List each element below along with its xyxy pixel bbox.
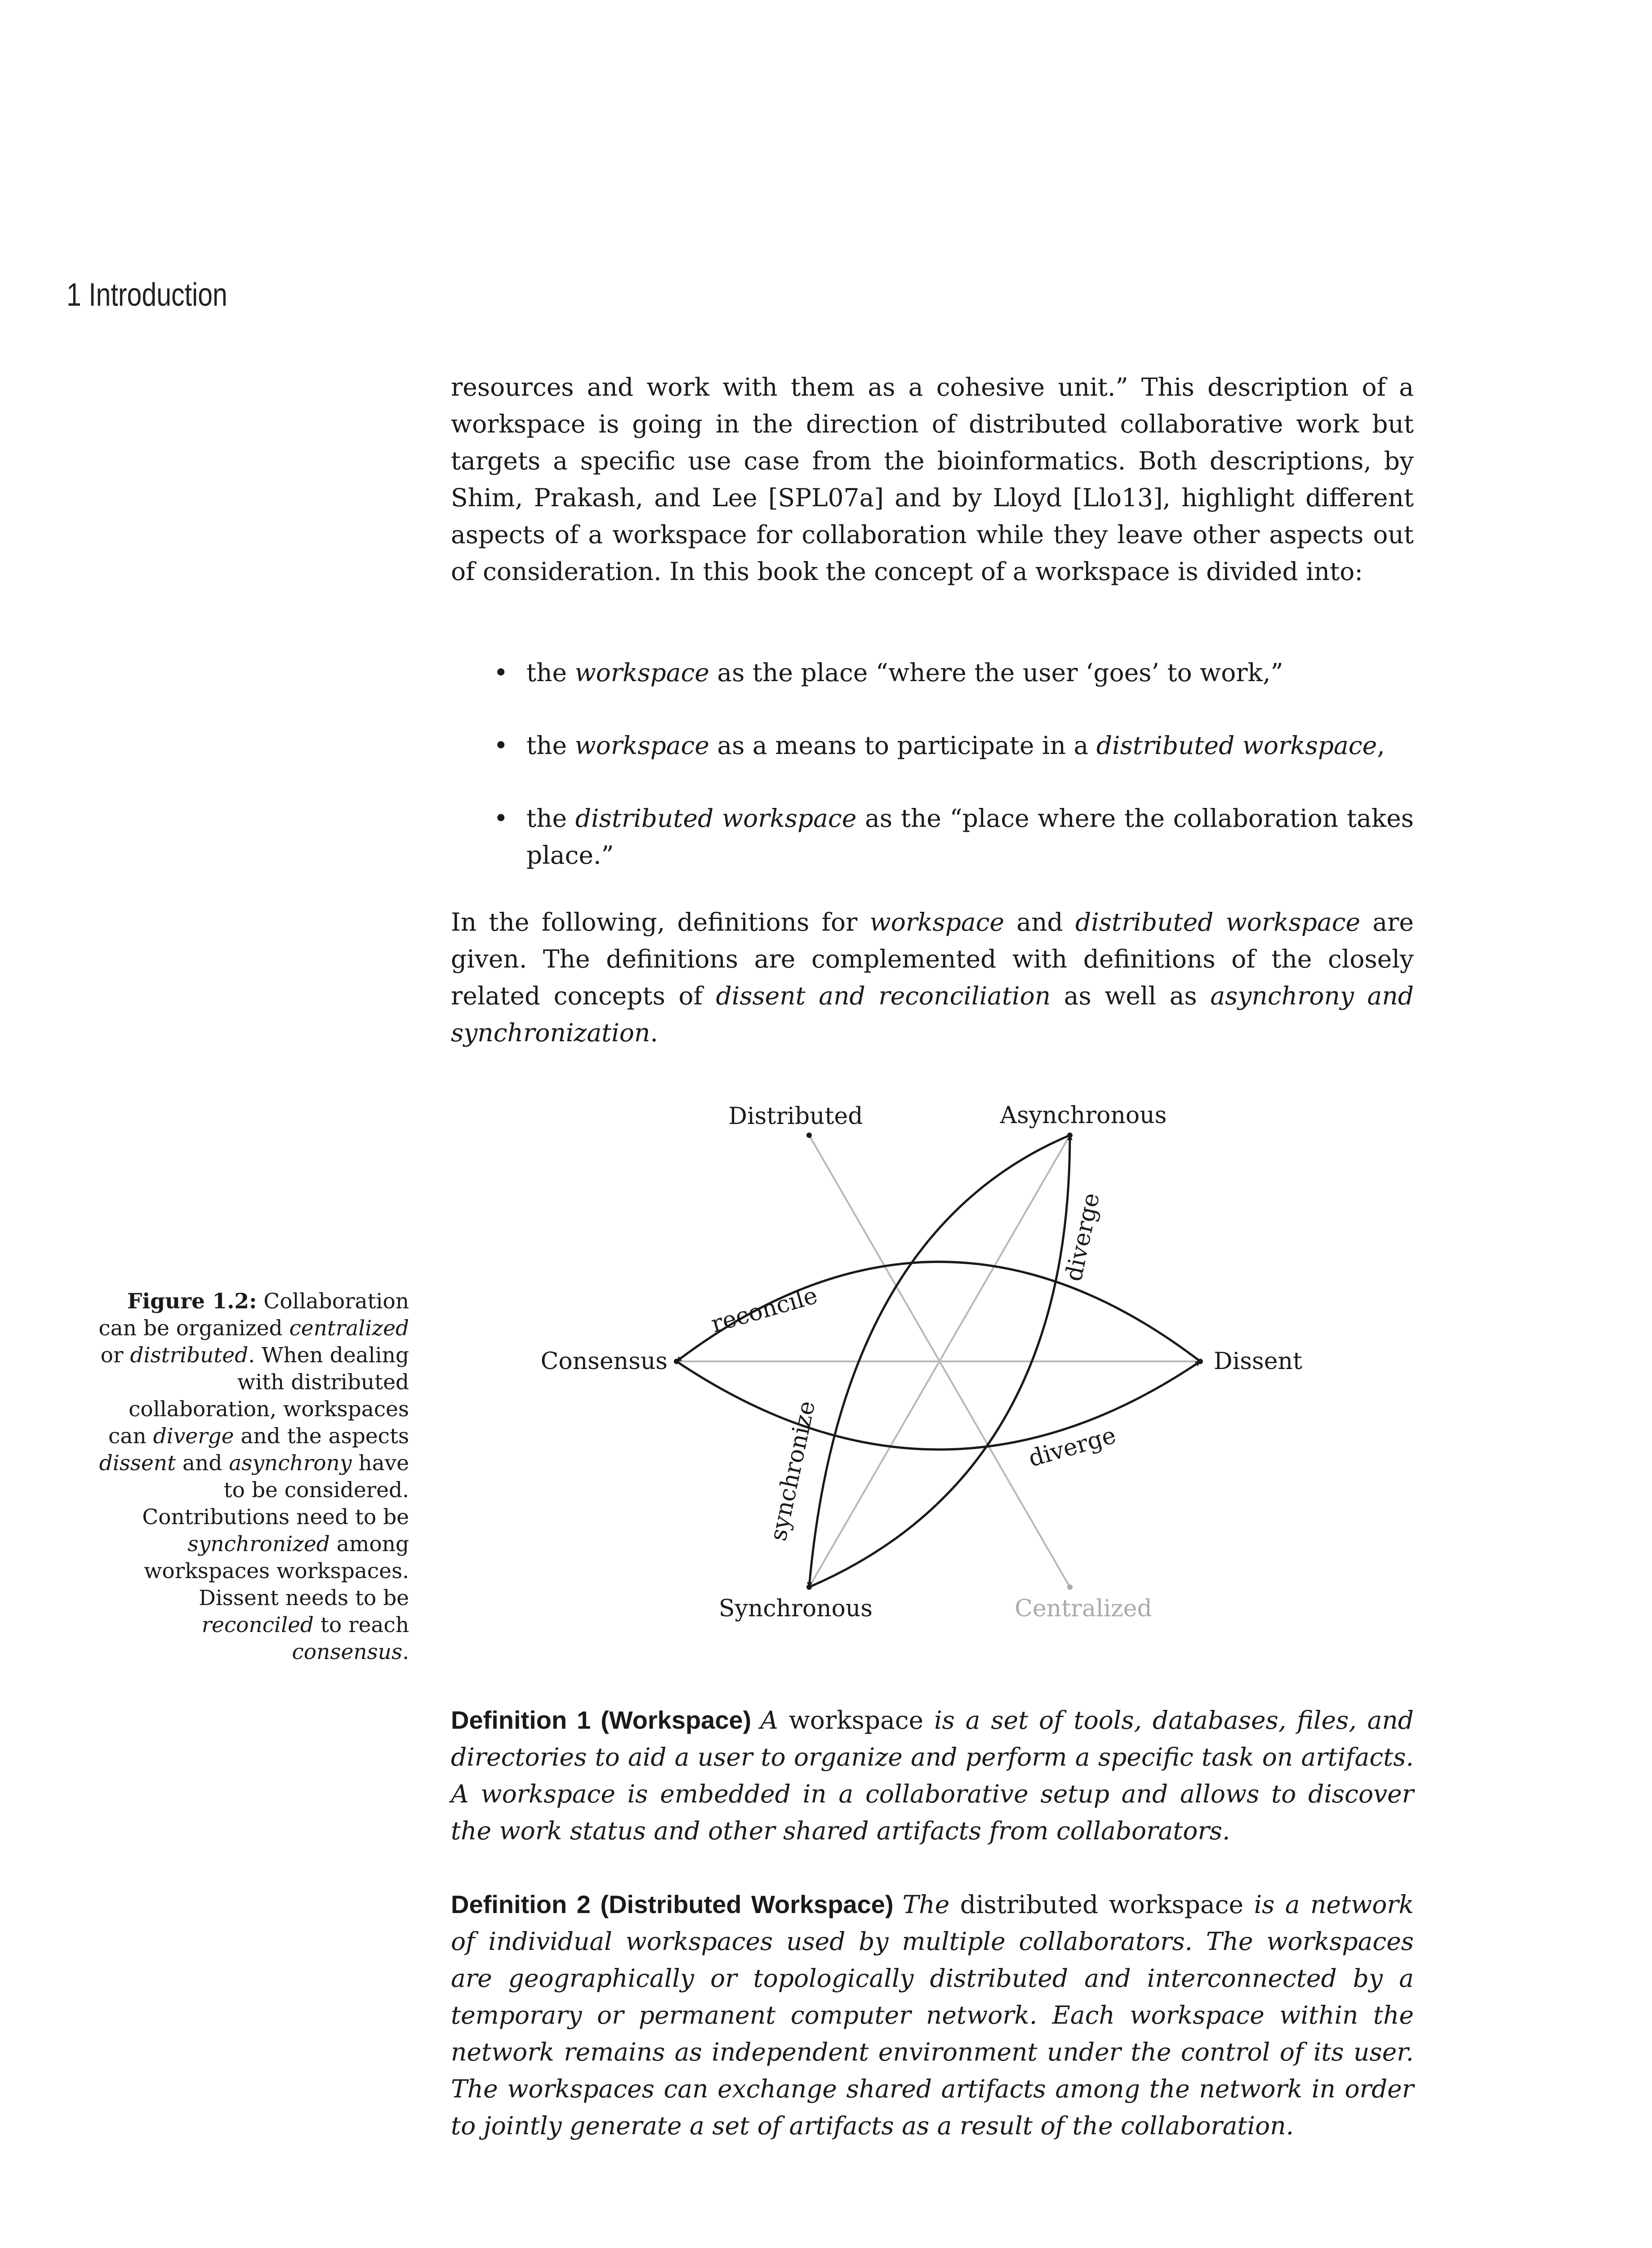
node-dot-asynchronous — [1067, 1133, 1073, 1138]
label-synchronous: Synchronous — [718, 1595, 873, 1622]
caption-text: . — [402, 1640, 409, 1664]
caption-label: Figure 1.2: — [127, 1289, 257, 1314]
caption-text: and the aspects — [234, 1424, 409, 1449]
paragraph-text: . — [650, 1018, 658, 1047]
caption-emphasis: centralized — [289, 1316, 409, 1341]
bullet-dot-icon: • — [494, 804, 508, 833]
running-head: 1 Introduction — [67, 277, 227, 313]
caption-text: or — [100, 1343, 130, 1368]
caption-text: have to be considered. Contributions need to be — [142, 1451, 409, 1530]
definition-term: distributed workspace — [960, 1890, 1244, 1919]
definition-2 — [451, 1886, 1414, 2144]
caption-emphasis: dissent — [99, 1451, 176, 1476]
bullet-emphasis: distributed workspace — [575, 804, 857, 833]
figure-caption — [85, 1288, 409, 1666]
caption-text: to reach — [314, 1613, 409, 1637]
definition-1 — [451, 1702, 1414, 1849]
paragraph-text: In the following, definitions for — [451, 908, 870, 937]
bullet-item — [451, 800, 1414, 874]
caption-text: among workspaces workspaces. Dissent needs to be — [144, 1532, 409, 1610]
bullet-dot-icon: • — [494, 731, 508, 760]
paragraph-text: resources and work with them as a cohesive unit.” This description of a workspace is going in the direction of distributed collaborative work but targets a specific use case from the bioinformatics. Both descriptions, by Shim, Prakash, and Lee [SPL07a] and by Lloyd [Llo13], highlight different aspects of a workspace for collaboration while they leave other aspects out of consideration. In this book the concept of a workspace is divided into: — [451, 373, 1414, 586]
caption-emphasis: synchronized — [187, 1532, 330, 1557]
definition-text: The — [902, 1890, 960, 1919]
definition-term: workspace — [788, 1706, 924, 1735]
bullet-text: the — [526, 658, 575, 687]
label-diverge-top: diverge — [1060, 1190, 1105, 1284]
label-consensus: Consensus — [540, 1348, 668, 1375]
bullet-text: as the “place where the collaboration takes place.” — [526, 804, 1414, 870]
label-reconcile: reconcile — [708, 1282, 821, 1338]
paragraph-text: as well as — [1051, 981, 1211, 1010]
bullet-item — [451, 727, 1414, 764]
node-dot-dissent — [1198, 1359, 1203, 1364]
node-dot-consensus — [674, 1359, 679, 1364]
caption-text: . When dealing with distributed collaboration, workspaces can — [108, 1343, 409, 1449]
node-dot-distributed — [806, 1133, 812, 1138]
label-asynchronous: Asynchronous — [1000, 1102, 1167, 1129]
label-synchronize: synchronize — [765, 1398, 821, 1543]
bullet-text: as the place “where the user ‘goes’ to work,” — [709, 658, 1283, 687]
definition-text: A — [760, 1706, 789, 1735]
bullet-list — [451, 654, 1414, 910]
paragraph-emphasis: distributed workspace — [1075, 908, 1361, 937]
paragraph-emphasis: dissent and reconciliation — [716, 981, 1051, 1010]
bullet-emphasis: distributed workspace — [1096, 731, 1377, 760]
definition-text: is a network of individual workspaces used by multiple collaborators. The workspaces are geographically or topologically distributed and interconnected by a temporary or permanent computer network. Each workspace within the network remains as independent environment under the control of its user. The workspaces can exchange shared artifacts among the network in order to jointly generate a set of artifacts as a result of the collaboration. — [451, 1890, 1414, 2140]
definition-heading: Definition 1 (Workspace) — [451, 1706, 752, 1734]
caption-emphasis: diverge — [153, 1424, 234, 1449]
paragraph-text: are given. The definitions are complemented with definitions of the closely related concepts of — [451, 908, 1414, 1010]
caption-emphasis: distributed — [130, 1343, 249, 1368]
label-distributed: Distributed — [728, 1103, 863, 1130]
bullet-emphasis: workspace — [574, 731, 709, 760]
paragraph-emphasis: asynchrony and synchronization — [451, 981, 1414, 1047]
caption-emphasis: reconciled — [201, 1613, 314, 1637]
caption-emphasis: consensus — [292, 1640, 403, 1664]
label-centralized: Centralized — [1015, 1595, 1152, 1622]
bullet-dot-icon: • — [494, 658, 508, 687]
caption-text: and — [175, 1451, 229, 1476]
caption-emphasis: asynchrony — [229, 1451, 352, 1476]
label-dissent: Dissent — [1214, 1348, 1302, 1375]
label-diverge-bottom: diverge — [1025, 1422, 1119, 1472]
node-dot-synchronous — [806, 1584, 812, 1590]
bullet-text: , — [1377, 731, 1385, 760]
paragraph-text: and — [1004, 908, 1075, 937]
curve-diverge-bottom — [677, 1361, 1200, 1450]
definition-heading: Definition 2 (Distributed Workspace) — [451, 1890, 894, 1918]
bullet-text: the — [526, 731, 575, 760]
body-paragraph-1 — [451, 369, 1414, 590]
collaboration-diagram — [521, 1084, 1302, 1650]
bullet-text: as a means to participate in a — [709, 731, 1096, 760]
node-dot-centralized — [1067, 1584, 1073, 1590]
bullet-text: the — [526, 804, 575, 833]
bullet-emphasis: workspace — [574, 658, 709, 687]
paragraph-emphasis: workspace — [869, 908, 1005, 937]
body-paragraph-2 — [451, 904, 1414, 1051]
caption-text: Collaboration can be organized — [98, 1289, 409, 1341]
bullet-item — [451, 654, 1414, 691]
definition-text: is a set of tools, databases, files, and directories to aid a user to organize and perform a specific task on artifacts. A workspace is embedded in a collaborative setup and allows to discover the work status and other shared artifacts from collaborators. — [451, 1706, 1414, 1845]
